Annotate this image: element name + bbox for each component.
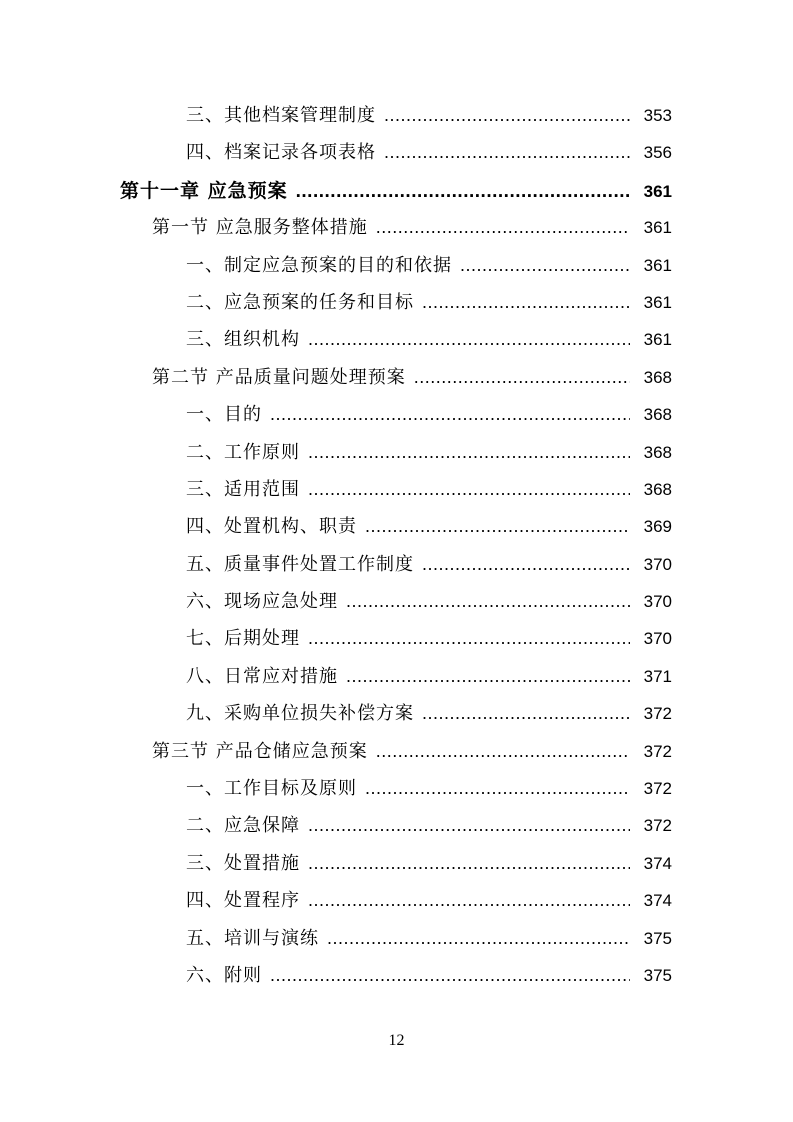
toc-dot-leader	[365, 778, 630, 799]
toc-entry-title: 六、附则	[186, 964, 262, 986]
toc-entry-page-number: 375	[643, 965, 672, 985]
toc-entry-title: 五、培训与演练	[186, 927, 319, 949]
toc-entry-page-number: 353	[643, 106, 672, 125]
toc-entry-page-number: 370	[643, 554, 672, 574]
toc-entry-title: 一、制定应急预案的目的和依据	[186, 254, 452, 276]
toc-entry-title: 二、工作原则	[186, 441, 300, 463]
toc-dot-leader	[414, 367, 630, 388]
toc-entry-page-number: 368	[643, 479, 672, 499]
toc-subsection-entry[interactable]	[0, 624, 793, 661]
toc-entry-title: 四、处置程序	[186, 890, 300, 912]
toc-subsection-entry[interactable]	[0, 811, 793, 848]
toc-subsection-entry[interactable]	[0, 101, 793, 138]
page-number: 12	[388, 1032, 405, 1049]
toc-entry-title: 第一节 应急服务整体措施	[152, 217, 368, 239]
toc-entry-page-number: 374	[643, 891, 672, 911]
toc-subsection-entry[interactable]	[0, 400, 793, 437]
toc-entry-page-number: 361	[643, 181, 672, 201]
toc-dot-leader	[296, 181, 630, 203]
toc-dot-leader	[346, 666, 630, 687]
toc-entry-title: 四、档案记录各项表格	[186, 142, 376, 164]
toc-entry-title: 一、工作目标及原则	[186, 778, 357, 800]
toc-entry-title: 第十一章 应急预案	[120, 179, 288, 202]
toc-entry-title: 八、日常应对措施	[186, 665, 338, 687]
toc-section-entry[interactable]	[0, 737, 793, 774]
toc-entry-page-number: 370	[643, 592, 672, 612]
toc-entry-title: 三、其他档案管理制度	[186, 105, 376, 126]
toc-dot-leader	[270, 404, 630, 425]
toc-dot-leader	[460, 255, 630, 276]
toc-entry-title: 四、处置机构、职责	[186, 516, 357, 538]
table-of-contents	[0, 101, 793, 998]
toc-entry-page-number: 370	[643, 629, 672, 649]
toc-subsection-entry[interactable]	[0, 138, 793, 175]
toc-entry-page-number: 372	[643, 779, 672, 799]
toc-subsection-entry[interactable]	[0, 849, 793, 886]
toc-subsection-entry[interactable]	[0, 774, 793, 811]
toc-dot-leader	[422, 554, 630, 575]
toc-subsection-entry[interactable]	[0, 699, 793, 736]
toc-entry-page-number: 361	[643, 330, 672, 350]
toc-entry-page-number: 372	[643, 741, 672, 761]
toc-entry-title: 一、目的	[186, 404, 262, 426]
toc-entry-page-number: 375	[643, 928, 672, 948]
toc-section-entry[interactable]	[0, 213, 793, 250]
toc-dot-leader	[308, 628, 630, 649]
toc-dot-leader	[308, 890, 630, 911]
toc-entry-title: 五、质量事件处置工作制度	[186, 553, 414, 575]
toc-subsection-entry[interactable]	[0, 886, 793, 923]
toc-entry-page-number: 372	[643, 816, 672, 836]
toc-dot-leader	[327, 928, 630, 949]
toc-subsection-entry[interactable]	[0, 288, 793, 325]
toc-chapter-entry[interactable]	[0, 176, 793, 213]
toc-entry-page-number: 374	[643, 853, 672, 873]
toc-entry-page-number: 372	[643, 704, 672, 724]
toc-entry-page-number: 361	[643, 255, 672, 275]
toc-entry-page-number: 369	[643, 517, 672, 537]
toc-dot-leader	[384, 142, 630, 163]
toc-dot-leader	[376, 217, 630, 238]
toc-entry-page-number: 371	[643, 666, 672, 686]
toc-subsection-entry[interactable]	[0, 512, 793, 549]
toc-subsection-entry[interactable]	[0, 475, 793, 512]
toc-entry-page-number: 356	[643, 143, 672, 163]
toc-entry-title: 第二节 产品质量问题处理预案	[152, 366, 406, 388]
toc-entry-page-number: 368	[643, 405, 672, 425]
toc-entry-title: 九、采购单位损失补偿方案	[186, 703, 414, 725]
toc-dot-leader	[308, 479, 630, 500]
toc-dot-leader	[346, 591, 630, 612]
toc-entry-title: 三、处置措施	[186, 852, 300, 874]
toc-entry-title: 六、现场应急处理	[186, 591, 338, 613]
toc-subsection-entry[interactable]	[0, 924, 793, 961]
toc-dot-leader	[365, 516, 630, 537]
toc-entry-title: 第三节 产品仓储应急预案	[152, 740, 368, 762]
toc-dot-leader	[308, 442, 630, 463]
toc-subsection-entry[interactable]	[0, 438, 793, 475]
toc-entry-title: 二、应急预案的任务和目标	[186, 291, 414, 313]
toc-subsection-entry[interactable]	[0, 587, 793, 624]
toc-entry-title: 三、适用范围	[186, 478, 300, 500]
toc-entry-title: 三、组织机构	[186, 329, 300, 351]
toc-entry-page-number: 361	[643, 292, 672, 312]
toc-subsection-entry[interactable]	[0, 662, 793, 699]
toc-entry-page-number: 368	[643, 367, 672, 387]
toc-dot-leader	[308, 853, 630, 874]
toc-subsection-entry[interactable]	[0, 325, 793, 362]
toc-entry-page-number: 361	[643, 218, 672, 238]
toc-entry-title: 七、后期处理	[186, 628, 300, 650]
toc-dot-leader	[422, 292, 630, 313]
toc-dot-leader	[308, 815, 630, 836]
toc-dot-leader	[270, 965, 630, 986]
toc-entry-page-number: 368	[643, 442, 672, 462]
toc-dot-leader	[376, 741, 630, 762]
toc-dot-leader	[422, 703, 630, 724]
toc-dot-leader	[384, 105, 630, 126]
toc-subsection-entry[interactable]	[0, 550, 793, 587]
toc-subsection-entry[interactable]	[0, 251, 793, 288]
toc-dot-leader	[308, 329, 630, 350]
toc-subsection-entry[interactable]	[0, 961, 793, 998]
toc-entry-title: 二、应急保障	[186, 815, 300, 837]
toc-section-entry[interactable]	[0, 363, 793, 400]
